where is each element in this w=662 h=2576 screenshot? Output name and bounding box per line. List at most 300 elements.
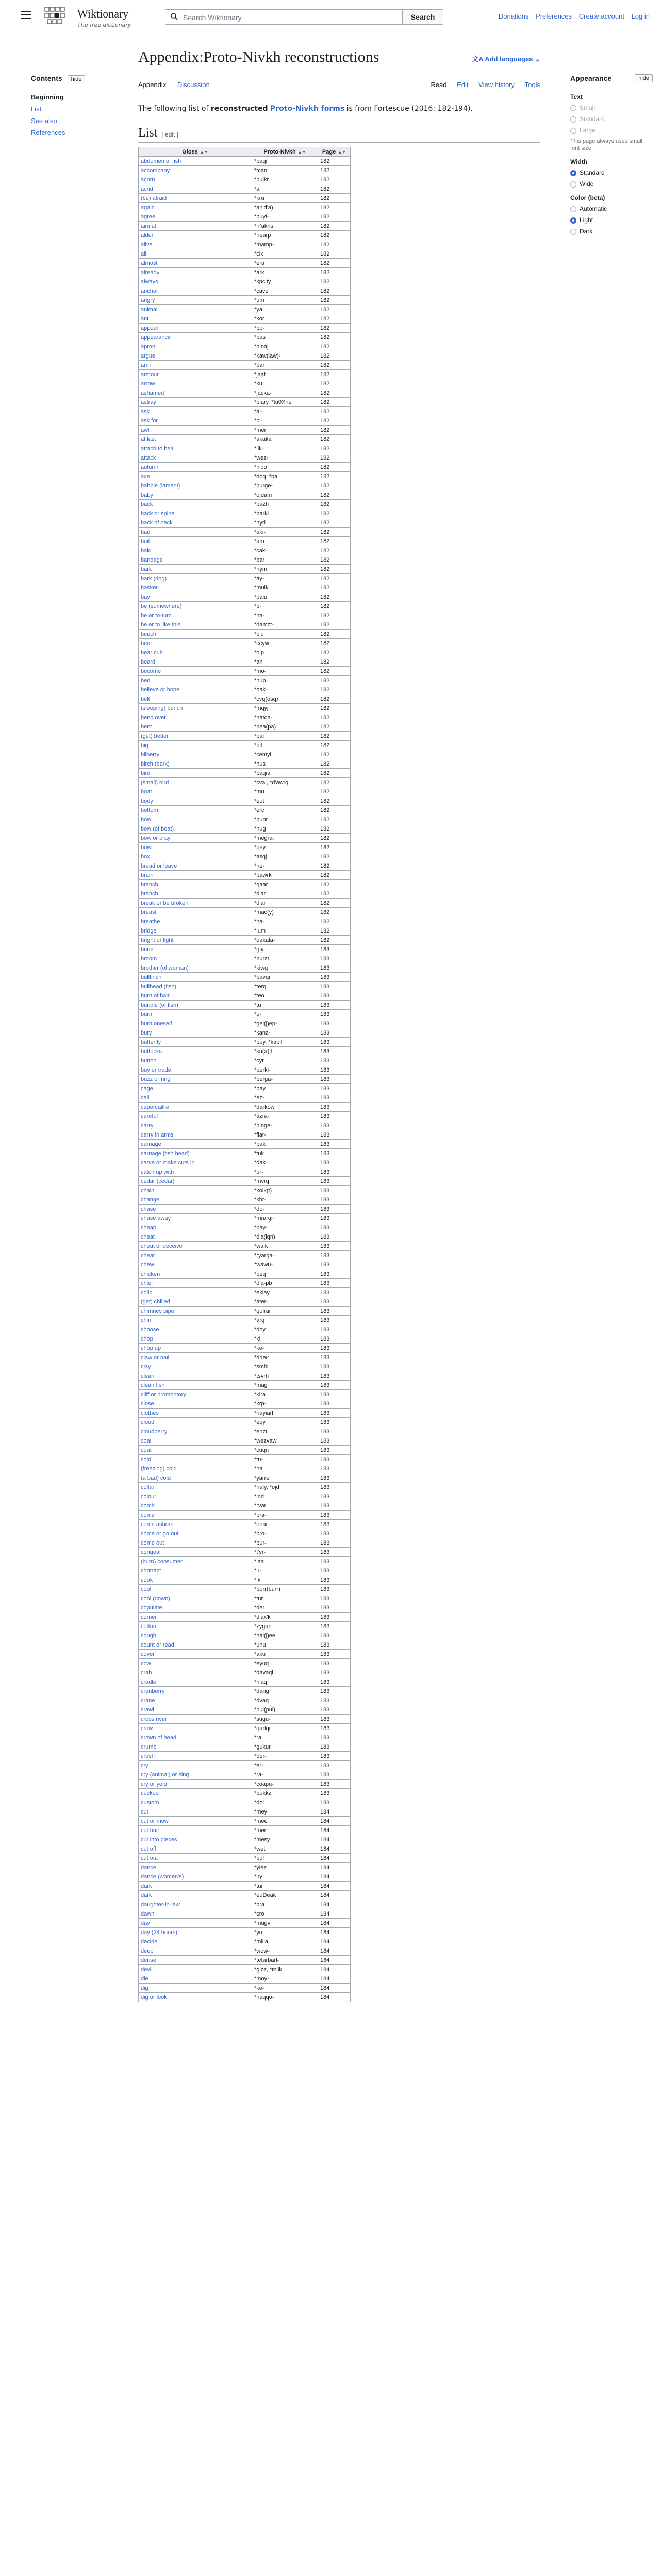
- gloss-cell[interactable]: animal: [139, 305, 252, 314]
- gloss-cell[interactable]: aim at: [139, 222, 252, 231]
- tab-tools[interactable]: Tools: [524, 81, 540, 89]
- gloss-cell[interactable]: abdomen of fish: [139, 157, 252, 166]
- proto-form-cell: *burzt: [252, 954, 318, 963]
- page-cell: 183: [318, 963, 351, 973]
- proto-form-cell: *do-: [252, 1205, 318, 1214]
- gloss-cell[interactable]: cross river: [139, 1715, 252, 1724]
- intro-link[interactable]: Proto-Nivkh forms: [270, 105, 345, 113]
- toc-item-references[interactable]: References: [31, 129, 65, 137]
- proto-form-cell: *yarre: [252, 1473, 318, 1483]
- gloss-cell[interactable]: cheat: [139, 1251, 252, 1260]
- proto-form-cell: *mqyj: [252, 704, 318, 713]
- table-row: [139, 1956, 351, 1965]
- proto-form-cell: *an: [252, 657, 318, 667]
- table-row: [139, 1028, 351, 1038]
- gloss-cell[interactable]: back: [139, 500, 252, 509]
- gloss-cell[interactable]: branch: [139, 889, 252, 899]
- gloss-cell[interactable]: cedar (cedar): [139, 1177, 252, 1186]
- color-option-automatic[interactable]: [570, 205, 653, 213]
- gloss-cell[interactable]: cover: [139, 1650, 252, 1659]
- gloss-cell[interactable]: almost: [139, 259, 252, 268]
- gloss-cell[interactable]: be (somewhere): [139, 602, 252, 611]
- gloss-cell[interactable]: clean fish: [139, 1381, 252, 1390]
- proto-form-cell: *mer: [252, 426, 318, 435]
- gloss-cell[interactable]: buttocks: [139, 1047, 252, 1056]
- gloss-cell[interactable]: cry or yelp: [139, 1780, 252, 1789]
- gloss-cell[interactable]: buy or trade: [139, 1065, 252, 1075]
- section-edit-link[interactable]: [ edit ]: [161, 131, 179, 138]
- gloss-cell[interactable]: appearance: [139, 333, 252, 342]
- proto-form-cell: *na: [252, 1464, 318, 1473]
- gloss-cell[interactable]: buzz or ring: [139, 1075, 252, 1084]
- gloss-cell[interactable]: breast: [139, 908, 252, 917]
- page-cell: 183: [318, 1103, 351, 1112]
- column-header-page[interactable]: [318, 147, 351, 157]
- gloss-cell[interactable]: come: [139, 1511, 252, 1520]
- gloss-cell[interactable]: chicken: [139, 1269, 252, 1279]
- site-wordmark[interactable]: Wiktionary: [77, 7, 129, 20]
- gloss-cell[interactable]: arrow: [139, 379, 252, 388]
- table-row: [139, 472, 351, 481]
- gloss-cell[interactable]: attack: [139, 453, 252, 463]
- gloss-cell[interactable]: cloudberry: [139, 1427, 252, 1436]
- table-row: [139, 908, 351, 917]
- table-row: [139, 463, 351, 472]
- gloss-cell[interactable]: be or to like this: [139, 620, 252, 630]
- gloss-cell[interactable]: cotton: [139, 1622, 252, 1631]
- gloss-cell[interactable]: chop: [139, 1334, 252, 1344]
- gloss-cell[interactable]: be or to-turn: [139, 611, 252, 620]
- page-cell: 182: [318, 899, 351, 908]
- gloss-cell[interactable]: chew: [139, 1260, 252, 1269]
- donations-link[interactable]: Donations: [498, 12, 529, 20]
- gloss-cell[interactable]: bent: [139, 722, 252, 732]
- table-row: [139, 1112, 351, 1121]
- page-cell: 182: [318, 212, 351, 222]
- gloss-cell[interactable]: beach: [139, 630, 252, 639]
- gloss-cell[interactable]: collar: [139, 1483, 252, 1492]
- gloss-cell[interactable]: colour: [139, 1492, 252, 1501]
- gloss-cell[interactable]: cage: [139, 1084, 252, 1093]
- gloss-cell[interactable]: cheat: [139, 1232, 252, 1242]
- gloss-cell[interactable]: (get) better: [139, 732, 252, 741]
- table-row: [139, 1770, 351, 1780]
- gloss-cell[interactable]: cheat or deceive: [139, 1242, 252, 1251]
- gloss-cell[interactable]: babble (lament): [139, 481, 252, 490]
- gloss-cell[interactable]: comb: [139, 1501, 252, 1511]
- gloss-cell[interactable]: brother (of woman): [139, 963, 252, 973]
- gloss-cell[interactable]: beard: [139, 657, 252, 667]
- gloss-cell[interactable]: carriage: [139, 1140, 252, 1149]
- gloss-cell[interactable]: cradle: [139, 1677, 252, 1687]
- gloss-cell[interactable]: arm: [139, 361, 252, 370]
- gloss-cell[interactable]: cool (down): [139, 1594, 252, 1603]
- gloss-cell[interactable]: cold: [139, 1455, 252, 1464]
- table-row: [139, 379, 351, 388]
- gloss-cell[interactable]: cook: [139, 1575, 252, 1585]
- proto-form-cell: *bo-: [252, 324, 318, 333]
- page-cell: 183: [318, 1418, 351, 1427]
- column-header-proto-nivkh[interactable]: [252, 147, 318, 157]
- table-row: [139, 1798, 351, 1807]
- gloss-cell[interactable]: carriage (fish head): [139, 1149, 252, 1158]
- gloss-cell[interactable]: come ashore: [139, 1520, 252, 1529]
- gloss-cell[interactable]: congeal: [139, 1548, 252, 1557]
- gloss-cell[interactable]: call: [139, 1093, 252, 1103]
- table-row: [139, 787, 351, 796]
- gloss-cell[interactable]: cough: [139, 1631, 252, 1640]
- gloss-cell[interactable]: baby: [139, 490, 252, 500]
- search-input[interactable]: [182, 12, 339, 23]
- table-row: [139, 388, 351, 398]
- page-cell: 182: [318, 602, 351, 611]
- proto-form-cell: *pinge-: [252, 1121, 318, 1130]
- gloss-cell[interactable]: devil: [139, 1965, 252, 1974]
- gloss-cell[interactable]: change: [139, 1195, 252, 1205]
- page-cell: 183: [318, 1780, 351, 1789]
- gloss-cell[interactable]: crush: [139, 1752, 252, 1761]
- page-cell: 182: [318, 184, 351, 194]
- table-row: [139, 1065, 351, 1075]
- option-label: Light: [580, 216, 593, 224]
- gloss-cell[interactable]: clay: [139, 1362, 252, 1371]
- page-cell: 182: [318, 444, 351, 453]
- tab-appendix[interactable]: Appendix: [138, 81, 167, 89]
- gloss-cell[interactable]: argue: [139, 351, 252, 361]
- gloss-cell[interactable]: cut into pieces: [139, 1835, 252, 1844]
- color-option-dark[interactable]: [570, 227, 653, 235]
- gloss-cell[interactable]: cranberry: [139, 1687, 252, 1696]
- tab-discussion[interactable]: Discussion: [177, 81, 210, 89]
- proto-form-cell: *ddeir: [252, 1353, 318, 1362]
- table-row: [139, 1093, 351, 1103]
- gloss-cell[interactable]: crane: [139, 1696, 252, 1705]
- gloss-cell[interactable]: come out: [139, 1538, 252, 1548]
- gloss-cell[interactable]: dense: [139, 1956, 252, 1965]
- text-option-standard[interactable]: [570, 115, 653, 123]
- gloss-cell[interactable]: cut out: [139, 1854, 252, 1863]
- gloss-cell[interactable]: astray: [139, 398, 252, 407]
- gloss-cell[interactable]: crumb: [139, 1742, 252, 1752]
- gloss-cell[interactable]: already: [139, 268, 252, 277]
- gloss-cell[interactable]: back or spine: [139, 509, 252, 518]
- gloss-cell[interactable]: (burn) consumer: [139, 1557, 252, 1566]
- gloss-cell[interactable]: dig: [139, 1984, 252, 1993]
- gloss-cell[interactable]: burn oneself: [139, 1019, 252, 1028]
- gloss-cell[interactable]: bowl: [139, 843, 252, 852]
- table-row: [139, 991, 351, 1001]
- text-option-small[interactable]: [570, 104, 653, 112]
- gloss-cell[interactable]: corner: [139, 1613, 252, 1622]
- proto-form-cell: *qarlqi: [252, 1724, 318, 1733]
- page-cell: 183: [318, 1269, 351, 1279]
- gloss-cell[interactable]: attach to belt: [139, 444, 252, 453]
- gloss-cell[interactable]: acrid: [139, 184, 252, 194]
- gloss-cell[interactable]: bow: [139, 815, 252, 824]
- gloss-cell[interactable]: choose: [139, 1325, 252, 1334]
- page-cell: 183: [318, 1427, 351, 1436]
- gloss-cell[interactable]: (small) bird: [139, 778, 252, 787]
- sort-icon: ▲▼: [297, 149, 306, 155]
- page-cell: 182: [318, 889, 351, 899]
- toc-item-see-also[interactable]: See also: [31, 117, 57, 125]
- gloss-cell[interactable]: count or read: [139, 1640, 252, 1650]
- main-menu-icon[interactable]: [21, 11, 31, 19]
- gloss-cell[interactable]: day (24 hours): [139, 1928, 252, 1937]
- gloss-cell[interactable]: at last: [139, 435, 252, 444]
- gloss-cell[interactable]: brain: [139, 871, 252, 880]
- gloss-cell[interactable]: die: [139, 1974, 252, 1984]
- preferences-link[interactable]: Preferences: [536, 12, 572, 20]
- gloss-cell[interactable]: anchor: [139, 286, 252, 296]
- gloss-cell[interactable]: ashamed: [139, 388, 252, 398]
- gloss-cell[interactable]: breathe: [139, 917, 252, 926]
- gloss-cell[interactable]: boat: [139, 787, 252, 796]
- proto-form-cell: *ccyw: [252, 639, 318, 648]
- gloss-cell[interactable]: chase: [139, 1205, 252, 1214]
- gloss-cell[interactable]: broom: [139, 954, 252, 963]
- gloss-cell[interactable]: birch (bark): [139, 759, 252, 769]
- gloss-cell[interactable]: alder: [139, 231, 252, 240]
- gloss-cell[interactable]: bay: [139, 592, 252, 602]
- gloss-cell[interactable]: close: [139, 1399, 252, 1409]
- gloss-cell[interactable]: crawl: [139, 1705, 252, 1715]
- gloss-cell[interactable]: bullhead (fish): [139, 982, 252, 991]
- search-button[interactable]: Search: [402, 9, 443, 25]
- add-languages-button[interactable]: [472, 54, 540, 63]
- page-cell: 183: [318, 1149, 351, 1158]
- gloss-cell[interactable]: clothes: [139, 1409, 252, 1418]
- log-in-link[interactable]: Log in: [631, 12, 650, 20]
- gloss-cell[interactable]: branch: [139, 880, 252, 889]
- gloss-cell[interactable]: brine: [139, 945, 252, 954]
- gloss-cell[interactable]: bury: [139, 1028, 252, 1038]
- gloss-cell[interactable]: bed: [139, 676, 252, 685]
- page-cell: 182: [318, 824, 351, 834]
- gloss-cell[interactable]: day: [139, 1919, 252, 1928]
- gloss-cell[interactable]: deep: [139, 1946, 252, 1956]
- gloss-cell[interactable]: autumn: [139, 463, 252, 472]
- gloss-cell[interactable]: (sleeping) bench: [139, 704, 252, 713]
- gloss-cell[interactable]: body: [139, 796, 252, 806]
- gloss-cell[interactable]: alive: [139, 240, 252, 249]
- gloss-cell[interactable]: carry: [139, 1121, 252, 1130]
- gloss-cell[interactable]: bear: [139, 639, 252, 648]
- search-box: [165, 9, 402, 25]
- gloss-cell[interactable]: bridge: [139, 926, 252, 936]
- gloss-cell[interactable]: burn of hair: [139, 991, 252, 1001]
- gloss-cell[interactable]: coat: [139, 1446, 252, 1455]
- color-option-light[interactable]: [570, 216, 653, 224]
- gloss-cell[interactable]: bilberry: [139, 750, 252, 759]
- gloss-cell[interactable]: agree: [139, 212, 252, 222]
- gloss-cell[interactable]: catch up with: [139, 1167, 252, 1177]
- page-cell: 182: [318, 388, 351, 398]
- proto-form-cell: *pay: [252, 1084, 318, 1093]
- gloss-cell[interactable]: cool: [139, 1585, 252, 1594]
- gloss-cell[interactable]: bright or light: [139, 936, 252, 945]
- gloss-cell[interactable]: carry in arms: [139, 1130, 252, 1140]
- gloss-cell[interactable]: bandage: [139, 555, 252, 565]
- gloss-cell[interactable]: (get) chilled: [139, 1297, 252, 1307]
- gloss-cell[interactable]: crab: [139, 1668, 252, 1677]
- page-cell: 182: [318, 416, 351, 426]
- page-cell: 182: [318, 565, 351, 574]
- toc-hide-button[interactable]: hide: [68, 75, 86, 83]
- gloss-cell[interactable]: custom: [139, 1798, 252, 1807]
- gloss-cell[interactable]: bow (of boat): [139, 824, 252, 834]
- gloss-cell[interactable]: crown of head: [139, 1733, 252, 1742]
- gloss-cell[interactable]: coal: [139, 1436, 252, 1446]
- gloss-cell[interactable]: cow: [139, 1659, 252, 1668]
- gloss-cell[interactable]: bread or leave: [139, 861, 252, 871]
- page-cell: 183: [318, 1752, 351, 1761]
- gloss-cell[interactable]: cliff or promontory: [139, 1390, 252, 1399]
- gloss-cell[interactable]: bullfinch: [139, 973, 252, 982]
- gloss-cell[interactable]: dawn: [139, 1909, 252, 1919]
- gloss-cell[interactable]: chop up: [139, 1344, 252, 1353]
- gloss-cell[interactable]: bird: [139, 769, 252, 778]
- gloss-cell[interactable]: (be) afraid: [139, 194, 252, 203]
- gloss-cell[interactable]: decide: [139, 1937, 252, 1946]
- gloss-cell[interactable]: dark: [139, 1882, 252, 1891]
- gloss-cell[interactable]: contract: [139, 1566, 252, 1575]
- gloss-cell[interactable]: box: [139, 852, 252, 861]
- gloss-cell[interactable]: back of neck: [139, 518, 252, 528]
- table-row: [139, 639, 351, 648]
- tab-view-history[interactable]: View history: [478, 81, 515, 89]
- gloss-cell[interactable]: dance: [139, 1863, 252, 1872]
- gloss-cell[interactable]: cut hair: [139, 1826, 252, 1835]
- gloss-cell[interactable]: cut off: [139, 1844, 252, 1854]
- gloss-cell[interactable]: button: [139, 1056, 252, 1065]
- radio-icon: [570, 229, 576, 235]
- gloss-cell[interactable]: dance (women's): [139, 1872, 252, 1882]
- gloss-cell[interactable]: bark: [139, 565, 252, 574]
- gloss-cell[interactable]: chief: [139, 1279, 252, 1288]
- gloss-cell[interactable]: cuckoo: [139, 1789, 252, 1798]
- gloss-cell[interactable]: copulate: [139, 1603, 252, 1613]
- page-cell: 183: [318, 1038, 351, 1047]
- gloss-cell[interactable]: basket: [139, 583, 252, 592]
- table-row: [139, 1464, 351, 1473]
- gloss-cell[interactable]: dark: [139, 1891, 252, 1900]
- table-row: [139, 963, 351, 973]
- gloss-cell[interactable]: chain: [139, 1186, 252, 1195]
- gloss-cell[interactable]: chase away: [139, 1214, 252, 1223]
- gloss-cell[interactable]: cry: [139, 1761, 252, 1770]
- gloss-cell[interactable]: cry (animal) or sing: [139, 1770, 252, 1780]
- toc-item-beginning[interactable]: Beginning: [31, 93, 64, 101]
- gloss-cell[interactable]: bundle (of fish): [139, 1001, 252, 1010]
- gloss-cell[interactable]: ask for: [139, 416, 252, 426]
- gloss-cell[interactable]: acorn: [139, 175, 252, 184]
- tab-read[interactable]: Read: [431, 81, 447, 89]
- page-cell: 183: [318, 1631, 351, 1640]
- gloss-cell[interactable]: burn: [139, 1010, 252, 1019]
- gloss-cell[interactable]: claw or nail: [139, 1353, 252, 1362]
- gloss-cell[interactable]: crow: [139, 1724, 252, 1733]
- table-row: [139, 1205, 351, 1214]
- gloss-cell[interactable]: appear: [139, 324, 252, 333]
- gloss-cell[interactable]: (a bad) cold: [139, 1473, 252, 1483]
- gloss-cell[interactable]: accompany: [139, 166, 252, 175]
- gloss-cell[interactable]: chin: [139, 1316, 252, 1325]
- gloss-cell[interactable]: capercaillie: [139, 1103, 252, 1112]
- gloss-cell[interactable]: daughter-in-law: [139, 1900, 252, 1909]
- tab-edit[interactable]: Edit: [457, 81, 469, 89]
- table-body: [139, 157, 351, 2002]
- gloss-cell[interactable]: awl: [139, 426, 252, 435]
- gloss-cell[interactable]: bait: [139, 537, 252, 546]
- page-cell: 182: [318, 694, 351, 704]
- gloss-cell[interactable]: bottom: [139, 806, 252, 815]
- gloss-cell[interactable]: dig or look: [139, 1993, 252, 2002]
- gloss-cell[interactable]: ask: [139, 407, 252, 416]
- table-row: [139, 648, 351, 657]
- gloss-cell[interactable]: bald: [139, 546, 252, 555]
- site-logo[interactable]: [44, 6, 65, 24]
- proto-form-cell: *u-: [252, 1010, 318, 1019]
- gloss-cell[interactable]: bear cub: [139, 648, 252, 657]
- gloss-cell[interactable]: always: [139, 277, 252, 286]
- text-option-large[interactable]: [570, 126, 653, 134]
- column-header-gloss[interactable]: [139, 147, 252, 157]
- gloss-cell[interactable]: come or go out: [139, 1529, 252, 1538]
- gloss-cell[interactable]: bend over: [139, 713, 252, 722]
- gloss-cell[interactable]: armour: [139, 370, 252, 379]
- create-account-link[interactable]: Create account: [578, 12, 624, 20]
- gloss-cell[interactable]: cut or mow: [139, 1817, 252, 1826]
- page-title: Appendix:Proto-Nivkh reconstructions: [138, 48, 379, 65]
- gloss-cell[interactable]: big: [139, 741, 252, 750]
- appearance-hide-button[interactable]: hide: [635, 74, 653, 82]
- gloss-cell[interactable]: butterfly: [139, 1038, 252, 1047]
- gloss-cell[interactable]: all: [139, 249, 252, 259]
- toc-item-list[interactable]: List: [31, 105, 42, 113]
- gloss-cell[interactable]: child: [139, 1288, 252, 1297]
- gloss-cell[interactable]: clean: [139, 1371, 252, 1381]
- gloss-cell[interactable]: cheap: [139, 1223, 252, 1232]
- gloss-cell[interactable]: break or be broken: [139, 899, 252, 908]
- gloss-cell[interactable]: again: [139, 203, 252, 212]
- gloss-cell[interactable]: axe: [139, 472, 252, 481]
- gloss-cell[interactable]: cloud: [139, 1418, 252, 1427]
- gloss-cell[interactable]: carve or make cuts in: [139, 1158, 252, 1167]
- table-row: [139, 796, 351, 806]
- width-option-standard[interactable]: [570, 168, 653, 177]
- gloss-cell[interactable]: bark (dog): [139, 574, 252, 583]
- gloss-cell[interactable]: ant: [139, 314, 252, 324]
- gloss-cell[interactable]: careful: [139, 1112, 252, 1121]
- gloss-cell[interactable]: cut: [139, 1807, 252, 1817]
- gloss-cell[interactable]: become: [139, 667, 252, 676]
- proto-form-cell: *ya: [252, 305, 318, 314]
- gloss-cell[interactable]: bad: [139, 528, 252, 537]
- width-option-wide[interactable]: [570, 180, 653, 188]
- radio-selected-icon: [570, 217, 576, 224]
- gloss-cell[interactable]: angry: [139, 296, 252, 305]
- gloss-cell[interactable]: believe or hope: [139, 685, 252, 694]
- gloss-cell[interactable]: bow or pray: [139, 834, 252, 843]
- gloss-cell[interactable]: belt: [139, 694, 252, 704]
- page-cell: 182: [318, 741, 351, 750]
- gloss-cell[interactable]: (freezing) cold: [139, 1464, 252, 1473]
- gloss-cell[interactable]: chimney pipe: [139, 1307, 252, 1316]
- gloss-cell[interactable]: apron: [139, 342, 252, 351]
- table-row: [139, 175, 351, 184]
- table-row: [139, 481, 351, 490]
